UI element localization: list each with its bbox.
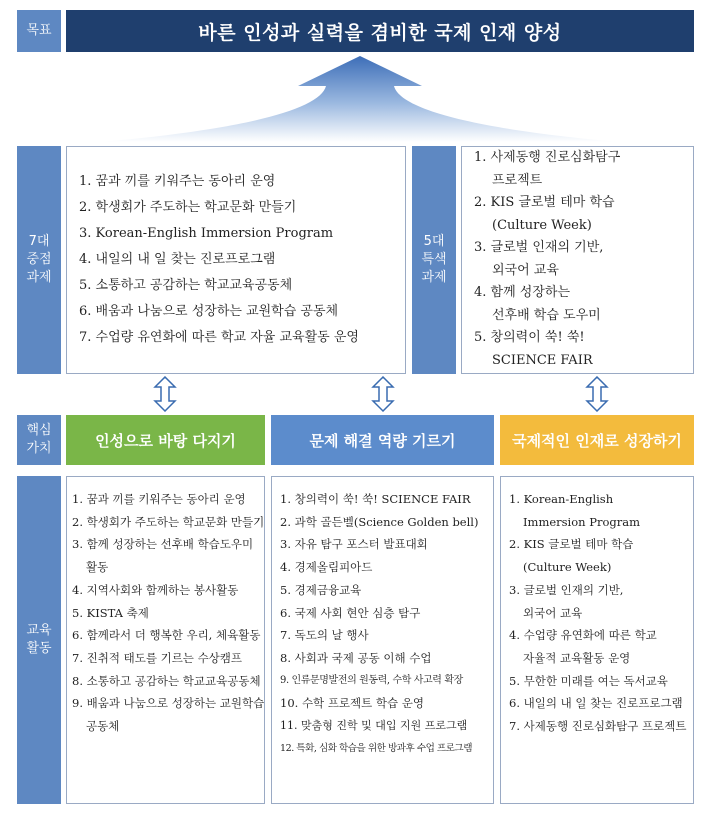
activities-col1-box bbox=[66, 476, 265, 804]
value-global-talent-text: 국제적인 인재로 성장하기 bbox=[512, 431, 682, 450]
list-item: 5. 경제금융교육 bbox=[280, 582, 362, 597]
goal-title-bar bbox=[66, 10, 694, 52]
value-global-talent bbox=[500, 415, 694, 465]
double-arrow-icon bbox=[585, 376, 609, 412]
list-item: 10. 수학 프로젝트 학습 운영 bbox=[280, 696, 424, 711]
values-label-line2: 가치 bbox=[26, 441, 52, 456]
list-item: 3. 글로벌 인재의 기반, bbox=[509, 582, 624, 597]
activities-label-line1: 교육 bbox=[26, 623, 52, 638]
list-item: 6. 배움과 나눔으로 성장하는 교원학습 공동체 bbox=[79, 304, 339, 319]
list-item: 9. 인류문명발전의 원동력, 수학 사고력 확장 bbox=[280, 674, 463, 686]
list-item-continuation: Immersion Program bbox=[523, 514, 640, 529]
list-item: 6. 내일의 내 일 찾는 진로프로그램 bbox=[509, 696, 683, 711]
list-item: 9. 배움과 나눔으로 성장하는 교원학습 bbox=[72, 696, 265, 711]
list-item: 5. 창의력이 쑥! 쑥! bbox=[474, 330, 585, 345]
list-item-continuation: SCIENCE FAIR bbox=[492, 352, 593, 368]
list-item-continuation: 외국어 교육 bbox=[492, 262, 559, 278]
list-item: 1. Korean-English bbox=[509, 492, 614, 506]
list-item: 8. 사회과 국제 공동 이해 수업 bbox=[280, 650, 432, 665]
list-item: 7. 수업량 유연화에 따른 학교 자율 교육활동 운영 bbox=[79, 330, 359, 345]
list-item: 3. Korean-English Immersion Program bbox=[79, 226, 334, 241]
list-item: 2. KIS 글로벌 테마 학습 bbox=[509, 537, 634, 552]
double-arrow-icon bbox=[371, 376, 395, 412]
list-item-continuation: 선후배 학습 도우미 bbox=[492, 307, 601, 323]
list-item: 2. 학생회가 주도하는 학교문화 만들기 bbox=[79, 200, 297, 215]
list-item: 3. 함께 성장하는 선후배 학습도우미 bbox=[72, 537, 254, 552]
value-problem-solving bbox=[271, 415, 494, 465]
list-item: 2. KIS 글로벌 테마 학습 bbox=[474, 195, 615, 210]
list-item: 1. 꿈과 끼를 키워주는 동아리 운영 bbox=[79, 174, 276, 189]
arrow-shape bbox=[100, 56, 620, 142]
list-item: 1. 사제동행 진로심화탐구 bbox=[474, 150, 621, 165]
list-item: 1. 창의력이 쑥! 쑥! SCIENCE FAIR bbox=[280, 492, 471, 506]
goal-label bbox=[17, 10, 61, 52]
tasks7-list bbox=[79, 169, 405, 351]
double-arrow-icon bbox=[153, 376, 177, 412]
tasks5-label-line2: 특색 bbox=[421, 252, 447, 267]
activities-col3-list bbox=[509, 488, 693, 738]
list-item-continuation: 프로젝트 bbox=[492, 172, 543, 188]
list-item: 4. 함께 성장하는 bbox=[474, 285, 571, 300]
activities-col1-list bbox=[72, 488, 264, 738]
list-item: 12. 특화, 심화 학습을 위한 방과후 수업 프로그램 bbox=[280, 742, 472, 754]
activities-label-line2: 활동 bbox=[26, 641, 52, 656]
list-item: 2. 학생회가 주도하는 학교문화 만들기 bbox=[72, 514, 265, 529]
activities-col3-box bbox=[500, 476, 694, 804]
list-item-continuation: (Culture Week) bbox=[492, 217, 592, 233]
values-label bbox=[17, 415, 61, 465]
tasks7-label-line1: 7대 bbox=[28, 234, 50, 249]
values-label-line1: 핵심 bbox=[26, 423, 52, 438]
list-item: 4. 수업량 유연화에 따른 학교 bbox=[509, 628, 657, 643]
list-item-continuation: (Culture Week) bbox=[523, 560, 612, 575]
tasks5-list-box bbox=[461, 146, 694, 374]
tasks5-label bbox=[412, 146, 456, 374]
upward-arrow-graphic bbox=[100, 52, 620, 144]
list-item: 5. 소통하고 공감하는 학교교육공동체 bbox=[79, 278, 293, 293]
list-item: 1. 꿈과 끼를 키워주는 동아리 운영 bbox=[72, 492, 246, 506]
value-character bbox=[66, 415, 265, 465]
list-item: 2. 과학 골든벨(Science Golden bell) bbox=[280, 514, 479, 529]
list-item: 6. 함께라서 더 행복한 우리, 체육활동 bbox=[72, 628, 261, 643]
value-problem-solving-text: 문제 해결 역량 기르기 bbox=[309, 431, 456, 450]
activities-col2-box bbox=[271, 476, 494, 804]
activities-label bbox=[17, 476, 61, 804]
tasks5-label-line3: 과제 bbox=[421, 270, 447, 285]
list-item: 7. 진취적 태도를 기르는 수상캠프 bbox=[72, 650, 243, 665]
list-item: 8. 소통하고 공감하는 학교교육공동체 bbox=[72, 673, 261, 688]
tasks7-label bbox=[17, 146, 61, 374]
tasks7-label-line2: 중점 bbox=[26, 252, 52, 267]
list-item-continuation: 공동체 bbox=[86, 719, 120, 734]
list-item: 4. 지역사회와 함께하는 봉사활동 bbox=[72, 582, 239, 597]
list-item-continuation: 자율적 교육활동 운영 bbox=[523, 650, 631, 665]
list-item: 4. 내일의 내 일 찾는 진로프로그램 bbox=[79, 252, 276, 267]
goal-title: 바른 인성과 실력을 겸비한 국제 인재 양성 bbox=[198, 21, 562, 44]
list-item: 11. 맞춤형 진학 및 대입 지원 프로그램 bbox=[280, 719, 468, 733]
list-item: 6. 국제 사회 현안 심층 탐구 bbox=[280, 605, 421, 620]
value-character-text: 인성으로 바탕 다지기 bbox=[95, 431, 236, 450]
list-item-continuation: 활동 bbox=[86, 560, 109, 575]
tasks7-label-line3: 과제 bbox=[26, 270, 52, 285]
tasks5-list bbox=[474, 147, 693, 372]
list-item: 5. KISTA 축제 bbox=[72, 605, 149, 620]
list-item: 4. 경제올림피아드 bbox=[280, 560, 373, 575]
goal-label-text: 목표 bbox=[26, 23, 52, 38]
list-item: 3. 자유 탐구 포스터 발표대회 bbox=[280, 537, 428, 552]
tasks7-list-box bbox=[66, 146, 406, 374]
list-item-continuation: 외국어 교육 bbox=[523, 605, 583, 620]
list-item: 5. 무한한 미래를 여는 독서교육 bbox=[509, 673, 668, 688]
tasks5-label-line1: 5대 bbox=[423, 234, 445, 249]
activities-col2-list bbox=[280, 488, 493, 760]
list-item: 7. 사제동행 진로심화탐구 프로젝트 bbox=[509, 719, 687, 734]
list-item: 3. 글로벌 인재의 기반, bbox=[474, 240, 604, 255]
list-item: 7. 독도의 날 행사 bbox=[280, 628, 369, 643]
